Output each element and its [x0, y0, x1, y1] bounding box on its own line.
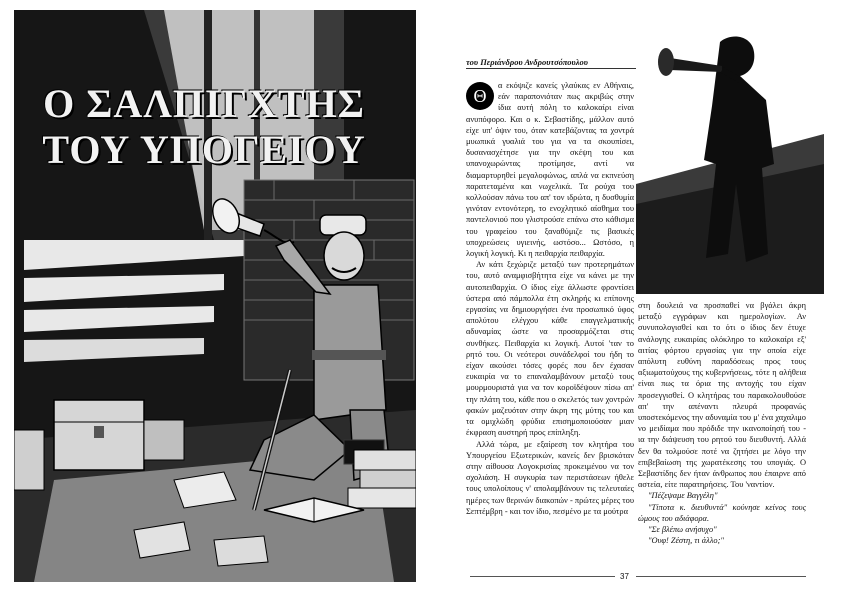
- trumpeter-photo: [636, 14, 824, 294]
- article-column-2: [638, 300, 806, 580]
- article-title-line-2: ΤΟΥ ΥΠΟΓΕΙΟΥ: [42, 127, 366, 172]
- paragraph-4: στη δουλειά να προσπαθεί να βγάλει άκρη μεταξύ εγγράφων και ημερολογίων. Αν συνυπολογισθεί και το ότι ο ίδιος δεν έτυχε ανάλογης ευκαιρίας ολόκληρο το καλοκαίρι εξ' αιτίας φόρτου εργασίας για την οποία είχε απόλυτη ευθύνη παραδόσεως προς τους αξιωματούχους της κυβερνήσεως, τότε η αλήθεια είναι πως τα όρια της αντοχής του είχαν προσεγγισθεί. Ο κλητήρας του παρακολουθούσε απ' την απέναντι πλευρά προφανώς υποστεκόμενος την αδυναμία του μ' ένα χαχαλιμο νο μειδίαμα που πρόδιδε την ικανοποίησή του - ια την διάψευση του ρητού του διευθυντή. Αλλά δεν θα τολμούσε ποτέ να ζητήσει με λόγο την επιβεβαίωση της χωρατέκεσης του υπογιάς. Ο Σεβαστίδης δεν ήταν άνθρωπος που έπαιρνε από αστεία, είτε παρατηρήσεις. Του 'ναντίον.: [638, 301, 806, 490]
- author-byline: του Περιάνδρου Ανδρουτσόπουλου: [466, 57, 646, 69]
- page-number: 37: [620, 572, 629, 581]
- dialogue-line-2: "Τίποτα κ. διευθυντά" κούνησε κείνος τους ώμους του αδιάφορα.: [638, 502, 806, 523]
- photo-artwork: [636, 14, 824, 294]
- dropcap-letter: Θ: [466, 82, 494, 110]
- bugler-illustration: [14, 10, 416, 582]
- paragraph-1: Θ α εκόψιζε κανείς γλαύκας εν Αθήναις, εάν παραπονιόταν πως ακριβώς στην ίδια αυτή πόλη το καλοκαίρι είναι ανυπόφορο. Και ο κ. Σεβαστίδης, μάλλον αυτό είχε υπ' όψιν του, όταν κατεβάζοντας τα χοντρά μυωπικά γυαλιά του για να τα σκουπίσει, δυσανασχέτησε για την σκέψη του και υπανοχωρώντας προτίμησε, αντί να διαμαρτυρηθεί μεγαλοφώνως, απλά να εκπνεύση παρατεταμένα και νωχελικά. Τα ρούχα του κολλούσαν πάνω του απ' τον ιδρώτα, η δυσθυμία γινόταν εντονότερη, το ενοχλητικό αίσθημα του παντελονιού που γλιστρούσε επάνω στο κάθισμα του γραφείου του ξαναθύμιζε τις βασικές υποχρεώσεις υγιεινής, ωστόσο... Ωστόσο, η λογική λογική. Κι η πειθαρχία πειθαρχία.: [466, 81, 634, 259]
- paragraph-2: Αν κάτι ξεχώριζε μεταξύ των προτερημάτων του, αυτό αναμφισβήτητα είχε να κάνει με την αυτοπειθαρχία. Ο ίδιος είχε άλλωστε φροντίσει ύστερα από πάμπολλα έτη σκληρής κι επίπονης εργασίας να δημιουργήσει ένα προσωπικό ύφος απολύτου ελέγχου κάθε επαγγελματικής αδυναμίας ώστε να προσαρμόζεται στις συνθήκες. Πειθαρχία κι λογική. Αυτοί 'ταν το ρητό του. Οι νεότεροι συνάδελφοί του ήδη το είχαν ακούσει τόσες φορές που δεν έχασαν ευκαιρία να το επαναλαμβάνουν μεταξύ τους μουρμουριστά για να τον κοροϊδέψουν πίσω απ' την πλάτη του, κάθε που ο σκελετός των χοντρών φακών μαζευόταν στην άκρη της μύτης του και τα ομιχλώδη φρύδια επισημοποιούσαν μιαν έκφραση αυστηρή προς επίπληξη.: [466, 260, 634, 438]
- chest-drawing: [54, 400, 144, 470]
- footer-rule-right: [636, 576, 806, 577]
- article-title-line-1: Ο ΣΑΛΠΙΓΧΤΗΣ: [43, 81, 365, 126]
- dialogue-line-3: "Σε βλέπω ανήσυχο": [648, 525, 717, 535]
- footer-rule-left: [470, 576, 615, 577]
- article-column-1: [466, 80, 634, 580]
- dialogue-line-4: "Ουφ! Ζέστη, τι άλλο;": [648, 536, 724, 546]
- paragraph-3: Αλλά τώρα, με εξαίρεση τον κλητήρα του Υπουργείου Εξωτερικών, κανείς δεν βρισκόταν στην αίθουσα Λογοκρισίας προκειμένου να τον σχολιάση. Η συγκυρία των περιστάσεων ήθελε τους υπολοίπους ν' απολαμβάνουν τις τελευταίες ημέρες των θερινών διακοπών - πρώτες μέρες του Σεπτέμβρη - και τον ίδιο, πεσμένο με τα μούτρα: [466, 439, 634, 516]
- dialogue-line-1: "Πέζεψαμε Βαγγέλη": [648, 491, 718, 501]
